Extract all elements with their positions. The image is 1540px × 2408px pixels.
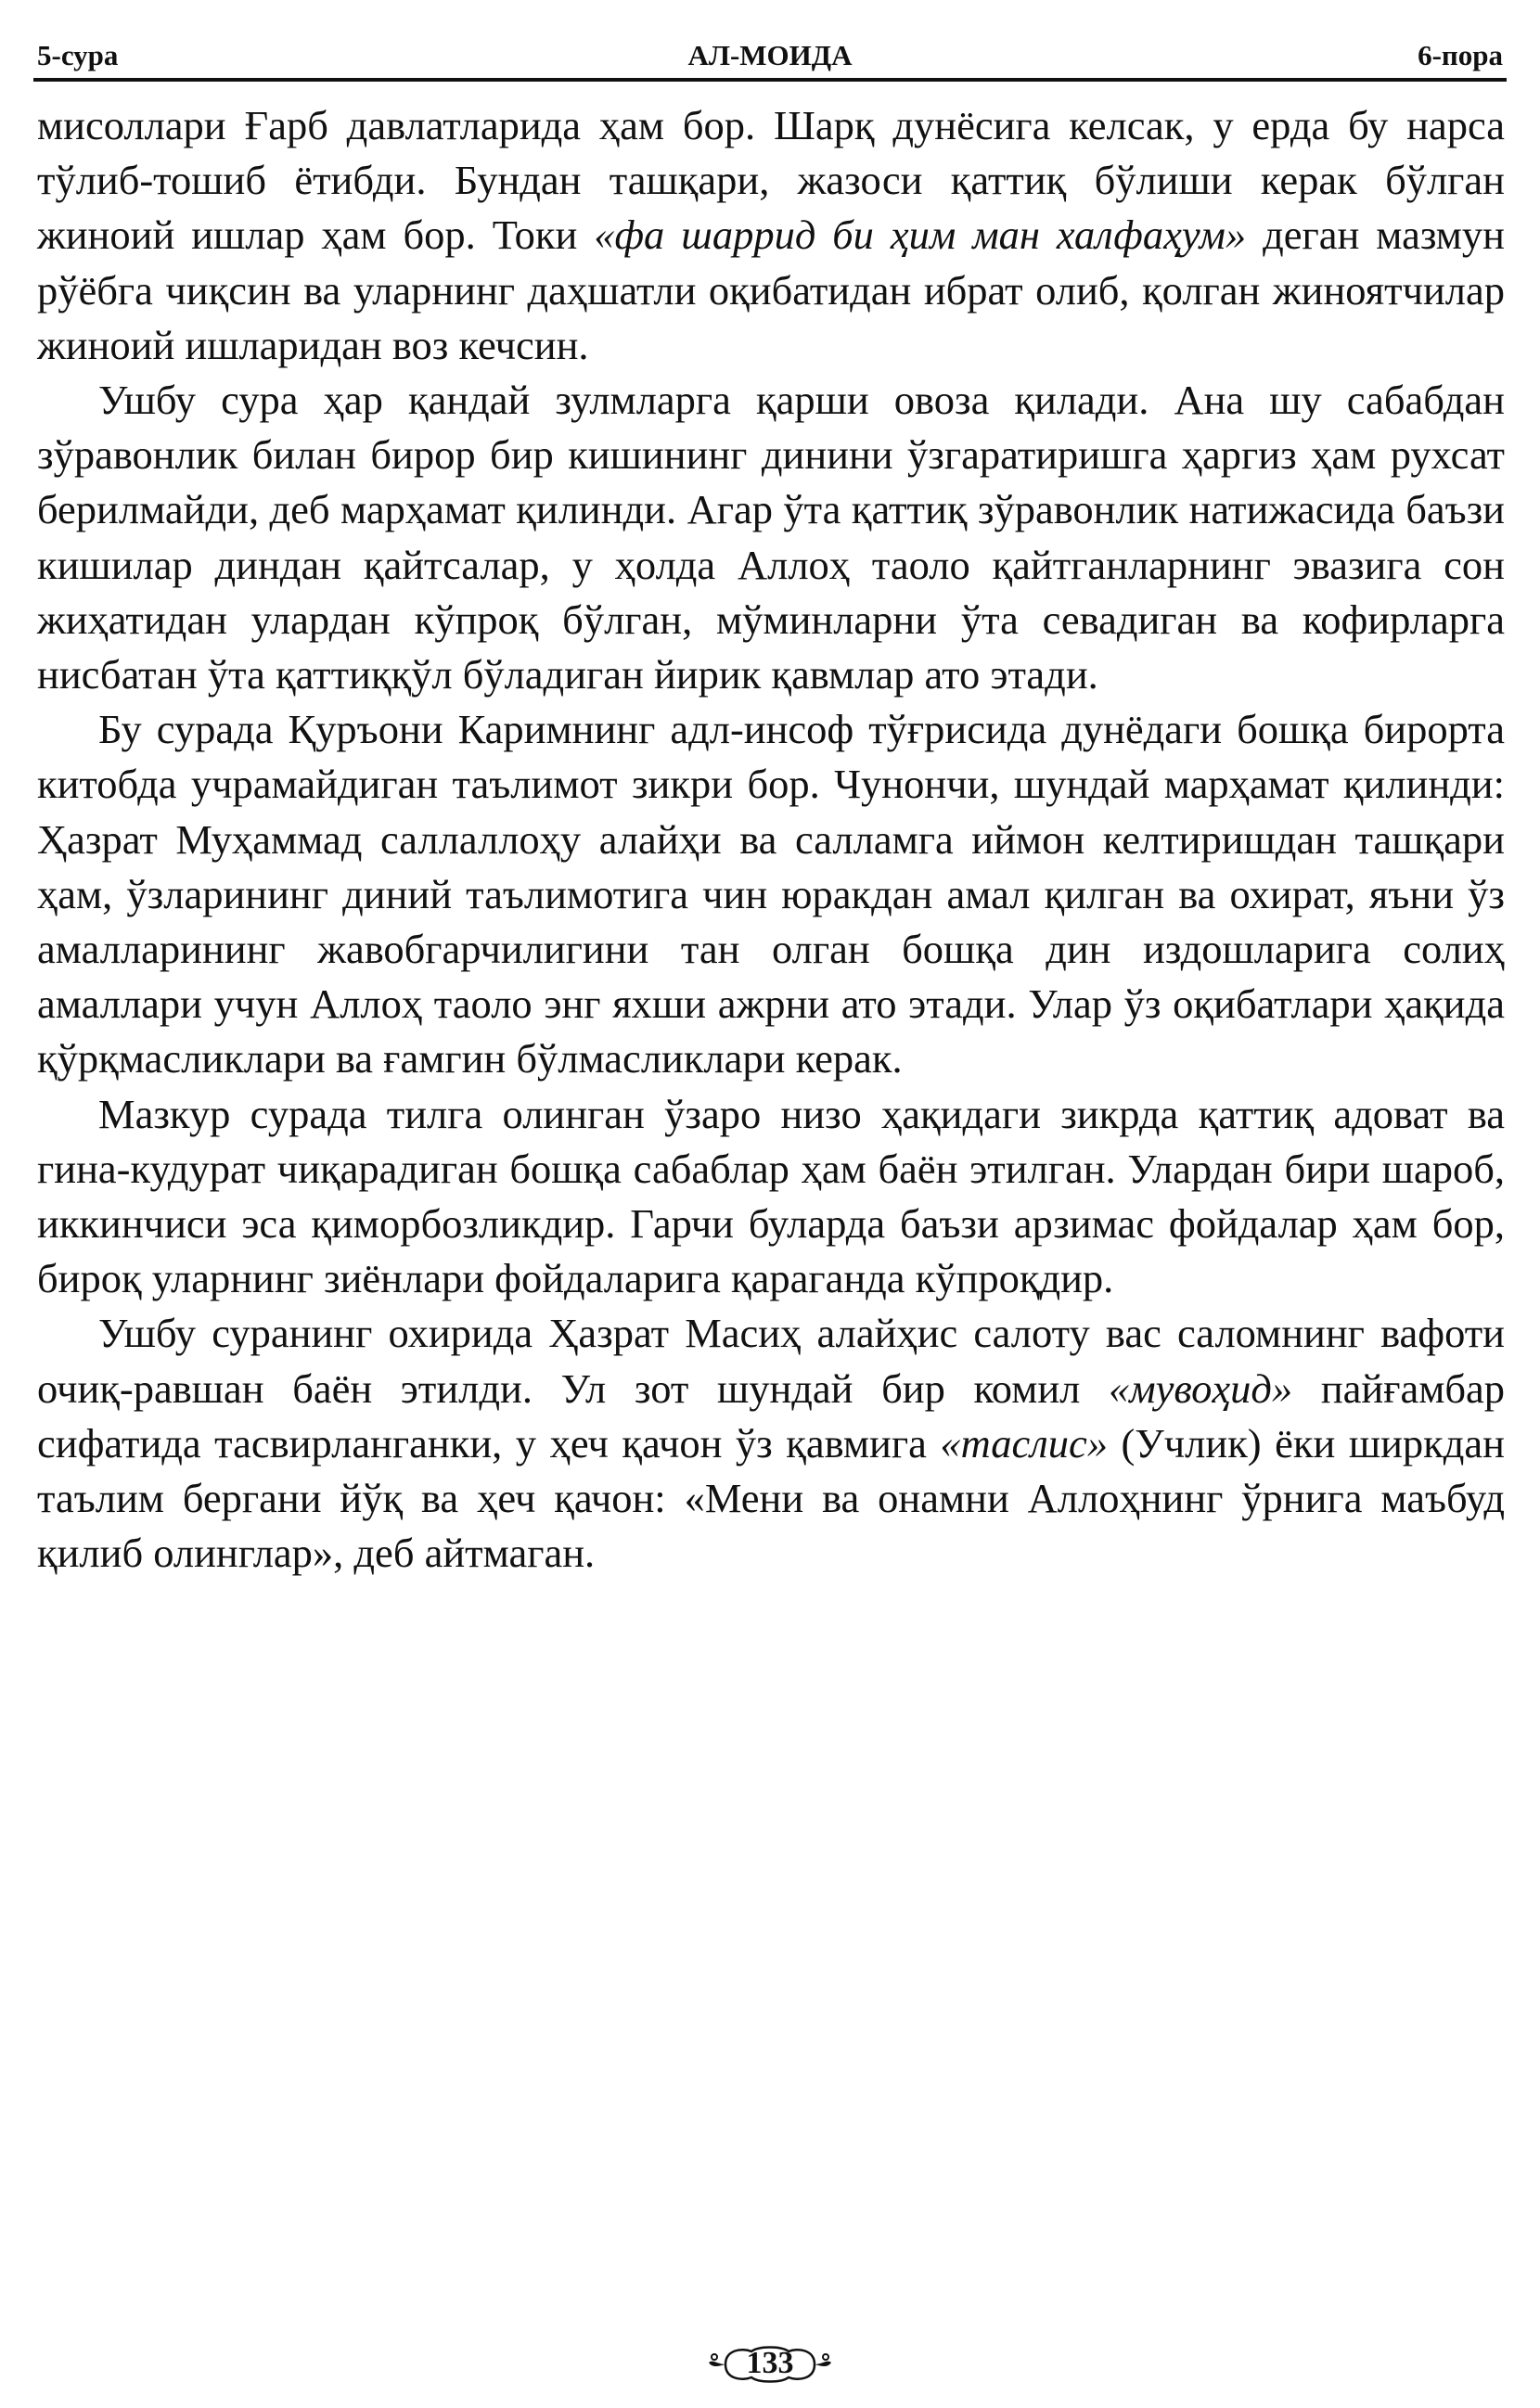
paragraph-text: (Учлик) ёки ширкдан таълим бергани йўқ ва ҳеч қачон: «Мени ва онамни Аллоҳнинг ўрнига маъбуд қилиб олинглар», деб айтмаган. (37, 1419, 1505, 1577)
paragraph-text: мисоллари Ғарб давлатларида ҳам бор. Шарқ дунёсига келсак, у ерда бу нарса тўлиб-тошиб ётибди. Бундан ташқари, жазоси қаттиқ бўлиши керак бўлган жиноий ишлар ҳам бор. Токи (37, 102, 1505, 259)
header-sura-title: АЛ-МОИДА (687, 39, 853, 71)
paragraph-text: Ушбу сура ҳар қандай зулмларга қарши овоза қилади. Ана шу сабабдан зўравонлик билан бирор бир кишининг динини ўзгаратиришга ҳаргиз ҳам рухсат берилмайди, деб марҳамат қилинди. Агар ўта қаттиқ зўравонлик натижасида баъзи кишилар диндан қайтсалар, у ҳолда Аллоҳ таоло қайтганларнинг эвазига сон жиҳатидан улардан кўпроқ бўлган, мўминларни ўта севадиган ва кофирларга нисбатан ўта қаттиққўл бўладиган йирик қавмлар ато этади. (37, 377, 1505, 698)
paragraph (37, 1087, 1505, 1307)
italic-term: «мувоҳид» (1109, 1364, 1293, 1412)
paragraph-continued (37, 98, 1505, 373)
running-header (33, 33, 1507, 82)
page-number-ornament (705, 2342, 835, 2387)
italic-quote: «фа шаррид би ҳим ман халфаҳум» (594, 211, 1247, 259)
paragraph (37, 373, 1505, 702)
italic-term: «таслис» (940, 1419, 1108, 1467)
paragraph (37, 1306, 1505, 1581)
page-footer (0, 2342, 1540, 2389)
paragraph-text: деган мазмун рўёбга чиқсин ва уларнинг даҳшатли оқибатидан ибрат олиб, қолган жиноятчилар жиноий ишларидан воз кечсин. (37, 211, 1505, 368)
paragraph (37, 702, 1505, 1086)
paragraph-text: пайғамбар сифатида тасвирланганки, у ҳеч қачон ўз қавмига (37, 1364, 1506, 1467)
paragraph-text: Бу сурада Қуръони Каримнинг адл-инсоф тўғрисида дунёдаги бошқа бирорта китобда учрамайдиган таълимот зикри бор. Чунончи, шундай марҳамат қилинди: Ҳазрат Муҳаммад саллаллоҳу алайҳи ва салламга иймон келтиришдан ташқари ҳам, ўзларининг диний таълимотига чин юракдан амал қилган ва охират, яъни ўз амалларининг жавобгарчилигини тан олган бошқа дин издошларига солиҳ амаллари учун Аллоҳ таоло энг яхши ажрни ато этади. Улар ўз оқибатлари ҳақида қўрқмасликлари ва ғамгин бўлмасликлари керак. (37, 706, 1505, 1082)
paragraph-text: Ушбу суранинг охирида Ҳазрат Масиҳ алайҳис салоту вас саломнинг вафоти очиқ-равшан баён этилди. Ул зот шундай бир комил (37, 1310, 1505, 1412)
header-juz-number: 6-пора (1418, 39, 1503, 71)
main-text (37, 98, 1505, 1581)
page-number: 133 (746, 2346, 794, 2380)
paragraph-text: Мазкур сурада тилга олинган ўзаро низо ҳақидаги зикрда қаттиқ адоват ва гина-кудурат чиқарадиган бошқа сабаблар ҳам баён этилган. Улардан бири шароб, иккинчиси эса қиморбозликдир. Гарчи буларда баъзи арзимас фойдалар ҳам бор, бироқ уларнинг зиёнлари фойдаларига қараганда кўпроқдир. (37, 1090, 1505, 1302)
header-sura-number: 5-сура (37, 39, 119, 71)
